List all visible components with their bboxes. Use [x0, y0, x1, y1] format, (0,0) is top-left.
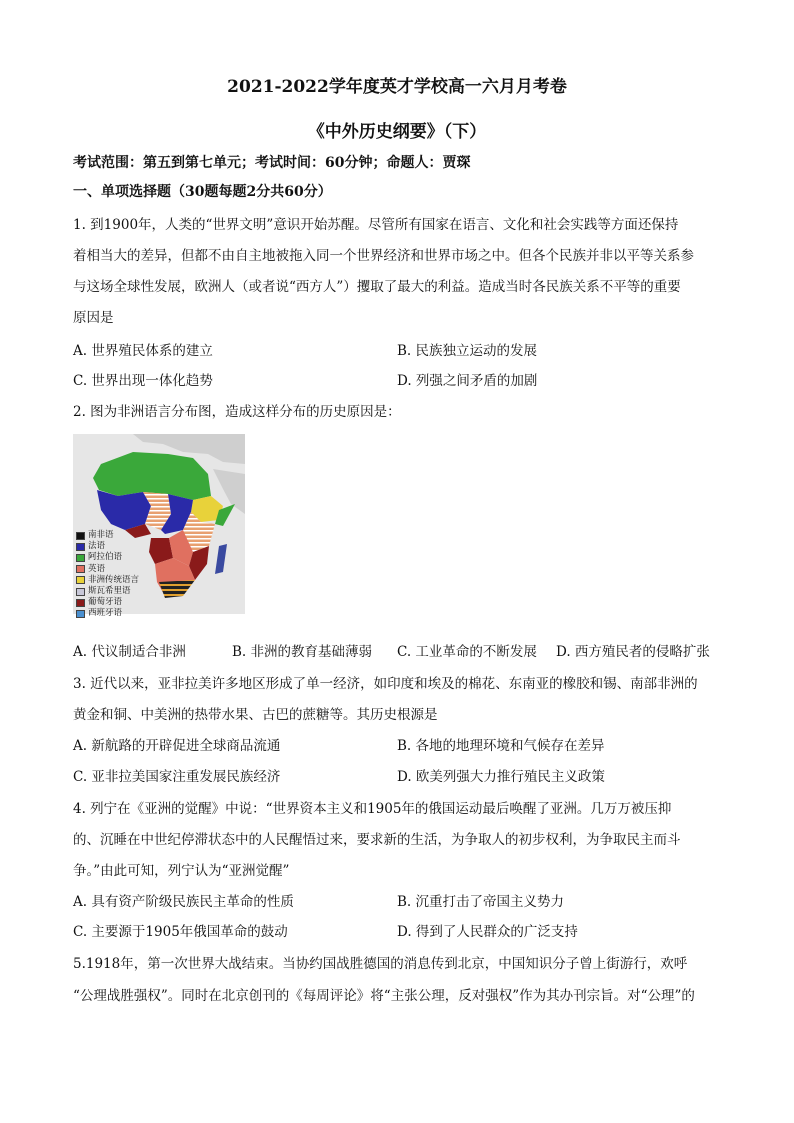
legend-swatch [76, 554, 85, 562]
q4-line: 争。”由此可知，列宁认为“亚洲觉醒” [73, 863, 290, 879]
legend-swatch [76, 532, 85, 540]
legend-swatch [76, 565, 85, 573]
q1-option-c: C. 世界出现一体化趋势 [73, 373, 213, 389]
q4-line: 的、沉睡在中世纪停滞状态中的人民醒悟过来，要求新的生活，为争取人的初步权利，为争取民主而斗 [73, 832, 681, 848]
q2-option-a: A. 代议制适合非洲 [73, 644, 186, 660]
legend-swatch [76, 599, 85, 607]
q2-option-d: D. 西方殖民者的侵略扩张 [556, 644, 710, 660]
legend-item: 斯瓦希里语 [76, 586, 139, 597]
legend-swatch [76, 576, 85, 584]
legend-swatch [76, 610, 85, 618]
legend-item: 南非语 [76, 530, 139, 541]
q4-option-c: C. 主要源于1905年俄国革命的鼓动 [73, 924, 288, 940]
q1-option-d: D. 列强之间矛盾的加剧 [397, 373, 538, 389]
legend-item: 法语 [76, 541, 139, 552]
q2-line: 2. 图为非洲语言分布图，造成这样分布的历史原因是： [73, 404, 401, 420]
q1-option-b: B. 民族独立运动的发展 [397, 343, 538, 359]
legend-item: 葡萄牙语 [76, 597, 139, 608]
q3-option-c: C. 亚非拉美国家注重发展民族经济 [73, 769, 281, 785]
q3-option-d: D. 欧美列强大力推行殖民主义政策 [397, 769, 605, 785]
legend-item: 非洲传统语言 [76, 575, 139, 586]
q1-line: 着相当大的差异，但都不由自主地被拖入同一个世界经济和世界市场之中。但各个民族并非以平等关系参 [73, 248, 694, 264]
legend-swatch [76, 543, 85, 551]
legend-item: 西班牙语 [76, 608, 139, 619]
q3-line: 3. 近代以来，亚非拉美许多地区形成了单一经济，如印度和埃及的棉花、东南亚的橡胶和锡、南部非洲的 [73, 676, 698, 692]
exam-subtitle: 《中外历史纲要》（下） [307, 122, 487, 142]
section-title: 一、单项选择题（30题每题2分共60分） [73, 184, 332, 200]
q4-option-d: D. 得到了人民群众的广泛支持 [397, 924, 578, 940]
q4-option-a: A. 具有资产阶级民族民主革命的性质 [73, 894, 294, 910]
q3-line: 黄金和铜、中美洲的热带水果、古巴的蔗糖等。其历史根源是 [73, 707, 438, 723]
legend-swatch [76, 588, 85, 596]
q5-line: 5.1918年，第一次世界大战结束。当协约国战胜德国的消息传到北京，中国知识分子曾上街游行，欢呼 [73, 956, 688, 972]
q1-line: 原因是 [73, 310, 114, 326]
q1-line: 与这场全球性发展，欧洲人（或者说“西方人”）攫取了最大的利益。造成当时各民族关系不平等的重要 [73, 279, 681, 295]
q1-option-a: A. 世界殖民体系的建立 [73, 343, 213, 359]
q5-line: “公理战胜强权”。同时在北京创刊的《每周评论》将“主张公理，反对强权”作为其办刊宗旨。对“公理”的 [73, 988, 695, 1004]
legend-item: 英语 [76, 564, 139, 575]
q4-line: 4. 列宁在《亚洲的觉醒》中说：“世界资本主义和1905年的俄国运动最后唤醒了亚洲。几万万被压抑 [73, 801, 672, 817]
q2-option-b: B. 非洲的教育基础薄弱 [232, 644, 373, 660]
q3-option-a: A. 新航路的开辟促进全球商品流通 [73, 738, 281, 754]
q1-line: 1. 到1900年，人类的“世界文明”意识开始苏醒。尽管所有国家在语言、文化和社会实践等方面还保持 [73, 217, 679, 233]
map-legend [76, 530, 139, 620]
q4-option-b: B. 沉重打击了帝国主义势力 [397, 894, 565, 910]
q3-option-b: B. 各地的地理环境和气候存在差异 [397, 738, 605, 754]
legend-item: 阿拉伯语 [76, 552, 139, 563]
exam-info: 考试范围：第五到第七单元；考试时间：60分钟；命题人：贾琛 [73, 155, 471, 171]
q2-option-c: C. 工业革命的不断发展 [397, 644, 537, 660]
exam-title: 2021-2022学年度英才学校高一六月月考卷 [227, 77, 567, 97]
